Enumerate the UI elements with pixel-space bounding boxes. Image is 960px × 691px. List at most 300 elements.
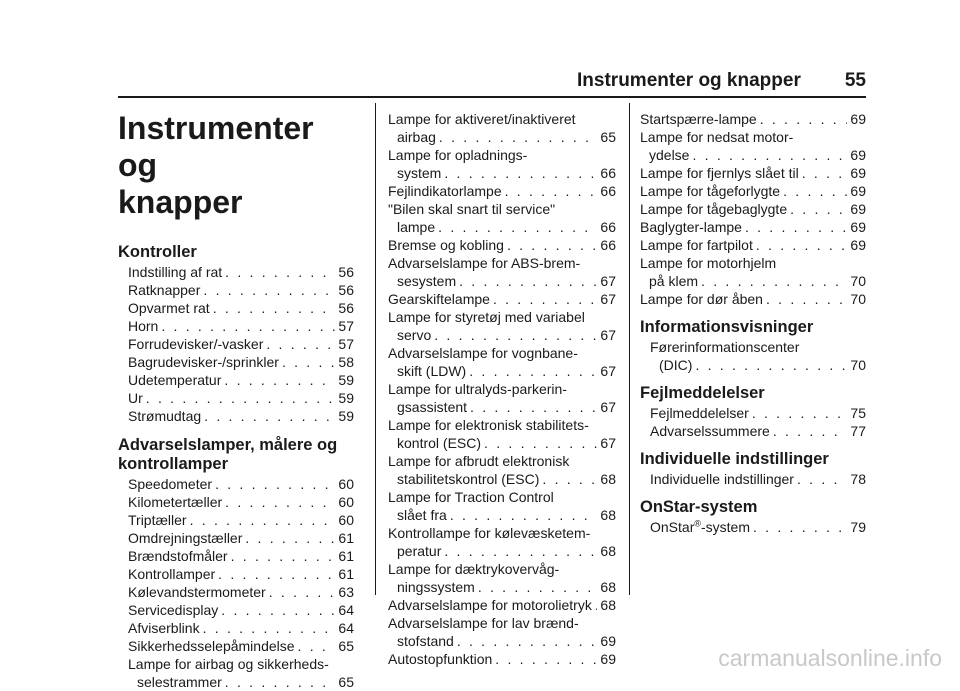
dot-leader [802, 164, 848, 182]
toc-entry-line [128, 583, 354, 601]
toc-entry-page: 69 [850, 219, 866, 235]
toc-entry[interactable] [128, 565, 354, 583]
toc-entry-page: 59 [338, 408, 354, 424]
dot-leader [495, 650, 597, 668]
toc-entry-line [640, 164, 866, 182]
toc-entry-label: sesystem [397, 273, 457, 289]
toc-entry-line [128, 547, 354, 565]
toc-entry-label: Advarselssummere [650, 423, 770, 439]
toc-entry-line-1: Advarselslampe for vognbane- [388, 345, 578, 361]
toc-entry[interactable] [128, 371, 354, 389]
toc-entry-page: 67 [600, 327, 616, 343]
dot-leader [282, 353, 335, 371]
toc-entry-line-2 [388, 398, 616, 416]
toc-entry[interactable] [128, 317, 354, 335]
toc-entry-line [640, 200, 866, 218]
running-section-title: Instrumenter og knapper [577, 70, 801, 91]
toc-entry-label: Servicedisplay [128, 602, 219, 618]
toc-entry-line-1: Kontrollampe for kølevæsketem- [388, 525, 591, 541]
toc-entry-line-2 [640, 146, 866, 164]
toc-entry[interactable] [128, 529, 354, 547]
toc-entry-line-1: Lampe for dæktrykovervåg- [388, 561, 560, 577]
dot-leader [203, 619, 336, 637]
toc-entry-label: Kilometertæller [128, 494, 223, 510]
toc-entry[interactable] [388, 650, 616, 668]
dot-leader [745, 218, 847, 236]
toc-entry-line [128, 511, 354, 529]
toc-entry-page: 59 [338, 390, 354, 406]
toc-entry-page: 65 [338, 638, 354, 654]
toc-entry-page: 69 [850, 237, 866, 253]
toc-entry-label: Speedometer [128, 476, 213, 492]
toc-entry-line-2 [388, 470, 616, 488]
toc-entry-line-2 [388, 272, 616, 290]
dot-leader [225, 673, 336, 691]
toc-entry-line [640, 182, 866, 200]
toc-entry-page: 67 [600, 363, 616, 379]
toc-entry-label: Bagrudevisker-/sprinkler [128, 354, 279, 370]
toc-entry-page: 78 [850, 471, 866, 487]
toc-entry-page: 65 [338, 674, 354, 690]
toc-entry-label: Strømudtag [128, 408, 202, 424]
toc-entry-label: stofstand [397, 633, 454, 649]
toc-entry-label: Kontrollamper [128, 566, 216, 582]
toc-entry-page: 61 [338, 548, 354, 564]
toc-entry-line-2 [388, 362, 616, 380]
toc-entry[interactable] [128, 281, 354, 299]
toc-entry-line [388, 236, 616, 254]
toc-entry-line-1: Lampe for nedsat motor- [640, 129, 794, 145]
toc-entry-label: ningssystem [397, 579, 475, 595]
toc-entry-line [128, 353, 354, 371]
toc-entry[interactable] [640, 110, 866, 128]
toc-entry-label: Startspærre-lampe [640, 111, 757, 127]
toc-entry-label: Lampe for tågeforlygte [640, 183, 781, 199]
toc-entry-page: 69 [600, 633, 616, 649]
dot-leader [215, 475, 335, 493]
section-title-line-1: Advarselslamper, målere og [118, 436, 338, 454]
toc-entry[interactable] [640, 218, 866, 236]
dot-leader [146, 389, 336, 407]
toc-entry-label: Fejlindikatorlampe [388, 183, 502, 199]
dot-leader [783, 182, 847, 200]
toc-entry-page: 64 [338, 602, 354, 618]
toc-entry-line [128, 299, 354, 317]
toc-entry-line-2 [388, 632, 616, 650]
toc-entry-line [128, 601, 354, 619]
section-title-informationsvisninger: Informationsvisninger [640, 318, 814, 336]
toc-entry-line-1: Lampe for Traction Control [388, 489, 554, 505]
toc-entry[interactable] [640, 200, 866, 218]
dot-leader [484, 434, 597, 452]
toc-entry-line-1: Lampe for elektronisk stabilitets- [388, 417, 589, 433]
toc-entry-label: Advarselslampe for motorolietryk [388, 597, 592, 613]
indiv-list [640, 470, 866, 488]
dot-leader [161, 317, 335, 335]
toc-entry-label: Gearskiftelampe [388, 291, 490, 307]
toc-entry-line [640, 236, 866, 254]
toc-entry[interactable] [128, 299, 354, 317]
toc-entry-line [128, 619, 354, 637]
toc-entry[interactable] [128, 389, 354, 407]
section-title-line-2: kontrollamper [118, 455, 229, 473]
toc-entry[interactable] [388, 488, 616, 524]
toc-entry-page: 69 [850, 111, 866, 127]
toc-entry-label: system [397, 165, 442, 181]
toc-entry-line-1: Lampe for styretøj med variabel [388, 309, 585, 325]
section-title-kontroller: Kontroller [118, 243, 197, 261]
toc-entry-page: 66 [600, 219, 616, 235]
toc-entry-label: Afviserblink [128, 620, 200, 636]
toc-entry[interactable] [388, 380, 616, 416]
toc-entry-line [128, 263, 354, 281]
dot-leader [695, 356, 847, 374]
toc-entry[interactable] [640, 236, 866, 254]
toc-entry[interactable] [640, 182, 866, 200]
toc-entry-label: Baglygter-lampe [640, 219, 742, 235]
toc-entry-airbag-sikkerhedsselestrammer[interactable] [118, 655, 354, 691]
toc-entry-page: 66 [600, 183, 616, 199]
toc-entry-page: 68 [600, 579, 616, 595]
chapter-title-line-2: knapper [118, 184, 243, 220]
toc-entry[interactable] [128, 263, 354, 281]
toc-entry[interactable] [640, 290, 866, 308]
toc-column-3 [640, 110, 866, 536]
dot-leader [450, 506, 598, 524]
toc-entry-label: Forrudevisker/-vasker [128, 336, 264, 352]
dot-leader [444, 164, 597, 182]
dot-leader [469, 362, 597, 380]
toc-entry[interactable] [388, 596, 616, 614]
toc-entry-page: 69 [850, 147, 866, 163]
toc-entry-line-2 [388, 506, 616, 524]
toc-entry-label: slået fra [397, 507, 447, 523]
toc-entry-line-2 [650, 356, 866, 374]
dot-leader [224, 371, 335, 389]
toc-entry-label: skift (LDW) [397, 363, 467, 379]
dot-leader [470, 398, 597, 416]
toc-entry[interactable] [388, 290, 616, 308]
toc-entry-line-2 [388, 434, 616, 452]
toc-entry-page: 69 [600, 651, 616, 667]
toc-entry-line [128, 475, 354, 493]
toc-entry[interactable] [128, 407, 354, 425]
toc-entry-line-1: Lampe for motorhjelm [640, 255, 777, 271]
dot-leader [790, 200, 847, 218]
toc-entry-label: stabilitetskontrol (ESC) [397, 471, 540, 487]
dot-leader [478, 578, 598, 596]
dot-leader [542, 470, 597, 488]
toc-entry-page: 67 [600, 399, 616, 415]
toc-entry-line-1: Førerinformationscenter [650, 339, 800, 355]
toc-entry-line [640, 110, 866, 128]
toc-entry[interactable] [128, 619, 354, 637]
toc-entry-line-1: Lampe for afbrudt elektronisk [388, 453, 570, 469]
toc-entry-label: Brændstofmåler [128, 548, 228, 564]
page-number: 55 [844, 70, 866, 91]
toc-entry-page: 67 [600, 273, 616, 289]
dot-leader [213, 299, 336, 317]
toc-entry-page: 65 [600, 129, 616, 145]
dot-leader [245, 529, 335, 547]
dot-leader [797, 470, 847, 488]
toc-entry-line-2 [128, 673, 354, 691]
toc-entry-page: 70 [850, 273, 866, 289]
dot-leader [204, 407, 335, 425]
toc-entry-line-2 [640, 272, 866, 290]
toc-entry-page: 69 [850, 201, 866, 217]
dot-leader [773, 422, 848, 440]
dot-leader [756, 236, 848, 254]
kontroller-list [118, 263, 354, 425]
toc-entry-page: 60 [338, 512, 354, 528]
toc-entry-label: peratur [397, 543, 442, 559]
toc-entry-page: 61 [338, 566, 354, 582]
col3-entry-list [640, 110, 866, 308]
toc-entry-line [128, 281, 354, 299]
toc-entry-line-2 [388, 578, 616, 596]
toc-entry-line-1: Lampe for opladnings- [388, 147, 528, 163]
toc-entry-label: på klem [649, 273, 699, 289]
chapter-title [118, 110, 354, 221]
dot-leader [231, 547, 336, 565]
registered-mark: ® [694, 518, 701, 529]
dot-leader [505, 182, 598, 200]
toc-entry-line [650, 518, 866, 536]
toc-entry-page: 63 [338, 584, 354, 600]
toc-entry-label: kontrol (ESC) [397, 435, 482, 451]
section-title-individuelle-indstillinger: Individuelle indstillinger [640, 450, 829, 468]
dot-leader [203, 281, 335, 299]
toc-entry-line [388, 290, 616, 308]
section-title-onstar: OnStar-system [640, 498, 758, 516]
toc-entry-page: 67 [600, 291, 616, 307]
toc-entry[interactable] [388, 614, 616, 650]
toc-entry[interactable] [640, 164, 866, 182]
toc-entry[interactable] [650, 422, 866, 440]
toc-entry-line [388, 182, 616, 200]
dot-leader [692, 146, 847, 164]
label-suffix: -system [701, 519, 750, 535]
advarsel-list [118, 475, 354, 655]
toc-entry-label: lampe [397, 219, 436, 235]
toc-entry-page: 60 [338, 494, 354, 510]
toc-column-1 [118, 110, 354, 691]
toc-entry-line [128, 317, 354, 335]
toc-entry-page: 68 [600, 543, 616, 559]
toc-entry-label: Opvarmet rat [128, 300, 210, 316]
toc-entry-label: airbag [397, 129, 436, 145]
toc-entry-page: 79 [850, 519, 866, 535]
section-title-advarsel [118, 436, 354, 474]
dot-leader [269, 583, 336, 601]
toc-entry-page: 59 [338, 372, 354, 388]
toc-entry-label: Individuelle indstillinger [650, 471, 794, 487]
toc-entry[interactable] [388, 254, 616, 290]
toc-entry-page: 64 [338, 620, 354, 636]
toc-entry-line [128, 389, 354, 407]
toc-entry[interactable] [388, 452, 616, 488]
toc-entry-onstar-system[interactable] [640, 518, 866, 536]
dot-leader [439, 128, 598, 146]
toc-entry-label: Omdrejningstæller [128, 530, 243, 546]
toc-entry-label: Bremse og kobling [388, 237, 504, 253]
toc-entry-label: Kølevandstermometer [128, 584, 266, 600]
toc-entry-page: 66 [600, 237, 616, 253]
dot-leader [459, 272, 597, 290]
toc-entry-page: 70 [850, 291, 866, 307]
dot-leader [493, 290, 597, 308]
dot-leader [225, 263, 335, 281]
toc-entry-line [388, 596, 616, 614]
dot-leader [266, 335, 335, 353]
dot-leader [595, 596, 598, 614]
toc-entry-page: 57 [338, 318, 354, 334]
toc-entry-line-2 [388, 218, 616, 236]
toc-entry-label: Autostopfunktion [388, 651, 493, 667]
toc-entry[interactable] [128, 547, 354, 565]
toc-entry[interactable] [388, 146, 616, 182]
dot-leader [434, 326, 597, 344]
toc-entry-label: Lampe for fartpilot [640, 237, 753, 253]
watermark: carmanualsonline.info [718, 645, 942, 671]
chapter-title-line-1: Instrumenter og [118, 110, 314, 183]
toc-entry-label: gsassistent [397, 399, 468, 415]
toc-entry[interactable] [388, 560, 616, 596]
column-divider-1 [375, 103, 376, 595]
toc-entry-page: 68 [600, 471, 616, 487]
toc-entry[interactable] [128, 335, 354, 353]
toc-entry-label: selestrammer [137, 674, 222, 690]
toc-column-2 [388, 110, 616, 668]
toc-entry-line [650, 404, 866, 422]
toc-entry-label: Lampe for tågebaglygte [640, 201, 788, 217]
toc-entry-line-2 [388, 128, 616, 146]
toc-entry[interactable] [128, 583, 354, 601]
toc-entry-line-2 [388, 542, 616, 560]
toc-entry[interactable] [650, 470, 866, 488]
section-title-fejlmeddelelser: Fejlmeddelelser [640, 384, 765, 402]
toc-entry[interactable] [388, 344, 616, 380]
toc-entry-line [128, 407, 354, 425]
dot-leader [753, 518, 847, 536]
toc-entry-label: Fejlmeddelelser [650, 405, 749, 421]
toc-entry-line-1: "Bilen skal snart til service" [388, 201, 556, 217]
dot-leader [457, 632, 598, 650]
toc-entry-label: (DIC) [659, 357, 693, 373]
toc-entry-page: 57 [338, 336, 354, 352]
toc-entry-line [650, 470, 866, 488]
toc-entry-line [128, 565, 354, 583]
toc-entry-label: Lampe for fjernlys slået til [640, 165, 799, 181]
dot-leader [438, 218, 597, 236]
fejl-list [640, 404, 866, 440]
toc-entry-line-1: Lampe for ultralyds-parkerin- [388, 381, 567, 397]
toc-entry[interactable] [128, 493, 354, 511]
dot-leader [507, 236, 597, 254]
toc-entry[interactable] [650, 404, 866, 422]
toc-entry-page: 66 [600, 165, 616, 181]
toc-entry-page: 56 [338, 282, 354, 298]
toc-entry-line [128, 529, 354, 547]
column-divider-2 [629, 103, 630, 595]
toc-entry[interactable] [640, 128, 866, 164]
toc-entry[interactable] [640, 254, 866, 290]
toc-entry-page: 68 [600, 507, 616, 523]
toc-entry[interactable] [388, 236, 616, 254]
toc-entry-line [128, 493, 354, 511]
toc-entry-page: 67 [600, 435, 616, 451]
toc-entry-page: 61 [338, 530, 354, 546]
toc-entry-line [640, 218, 866, 236]
dot-leader [752, 404, 848, 422]
toc-entry-page: 56 [338, 264, 354, 280]
toc-entry-line [650, 422, 866, 440]
toc-entry-line [388, 650, 616, 668]
toc-entry-line-2 [388, 326, 616, 344]
toc-entry[interactable] [128, 353, 354, 371]
toc-entry-label: Udetemperatur [128, 372, 222, 388]
toc-entry-label: servo [397, 327, 432, 343]
toc-entry-line-1: Lampe for airbag og sikkerheds- [128, 656, 329, 672]
dot-leader [766, 290, 847, 308]
toc-entry-label [650, 518, 750, 536]
dot-leader [190, 511, 336, 529]
toc-entry-forerinformationscenter[interactable] [640, 338, 866, 374]
dot-leader [218, 565, 335, 583]
toc-entry-line-1: Advarselslampe for ABS-brem- [388, 255, 581, 271]
header-rule [118, 96, 866, 98]
toc-entry-page: 69 [850, 183, 866, 199]
toc-entry-line-1: Advarselslampe for lav brænd- [388, 615, 579, 631]
toc-entry-line [128, 637, 354, 655]
toc-entry[interactable] [128, 601, 354, 619]
toc-entry[interactable] [388, 524, 616, 560]
toc-entry[interactable] [388, 416, 616, 452]
toc-entry[interactable] [388, 110, 616, 146]
toc-entry-line [128, 371, 354, 389]
toc-entry-label: Horn [128, 318, 159, 334]
dot-leader [225, 493, 335, 511]
toc-entry-page: 58 [338, 354, 354, 370]
toc-entry-page: 68 [600, 597, 616, 613]
toc-entry-page: 77 [850, 423, 866, 439]
toc-entry[interactable] [128, 475, 354, 493]
toc-entry[interactable] [388, 200, 616, 236]
toc-entry-label: Ur [128, 390, 143, 406]
toc-entry-label: Indstilling af rat [128, 264, 223, 280]
toc-entry-page: 75 [850, 405, 866, 421]
page-header [577, 70, 866, 92]
toc-entry[interactable] [128, 511, 354, 529]
toc-entry-page: 70 [850, 357, 866, 373]
dot-leader [444, 542, 597, 560]
toc-entry[interactable] [388, 308, 616, 344]
label-prefix: OnStar [650, 519, 695, 535]
toc-entry-label: Sikkerhedsselepåmindelse [128, 638, 295, 654]
toc-entry-line [640, 290, 866, 308]
toc-entry[interactable] [128, 637, 354, 655]
toc-entry-line-2 [388, 164, 616, 182]
toc-entry-label: ydelse [649, 147, 690, 163]
dot-leader [221, 601, 335, 619]
toc-entry[interactable] [388, 182, 616, 200]
toc-entry-label: Lampe for dør åben [640, 291, 763, 307]
dot-leader [298, 637, 336, 655]
toc-entry-page: 60 [338, 476, 354, 492]
toc-entry-label: Ratknapper [128, 282, 201, 298]
toc-entry-page: 69 [850, 165, 866, 181]
